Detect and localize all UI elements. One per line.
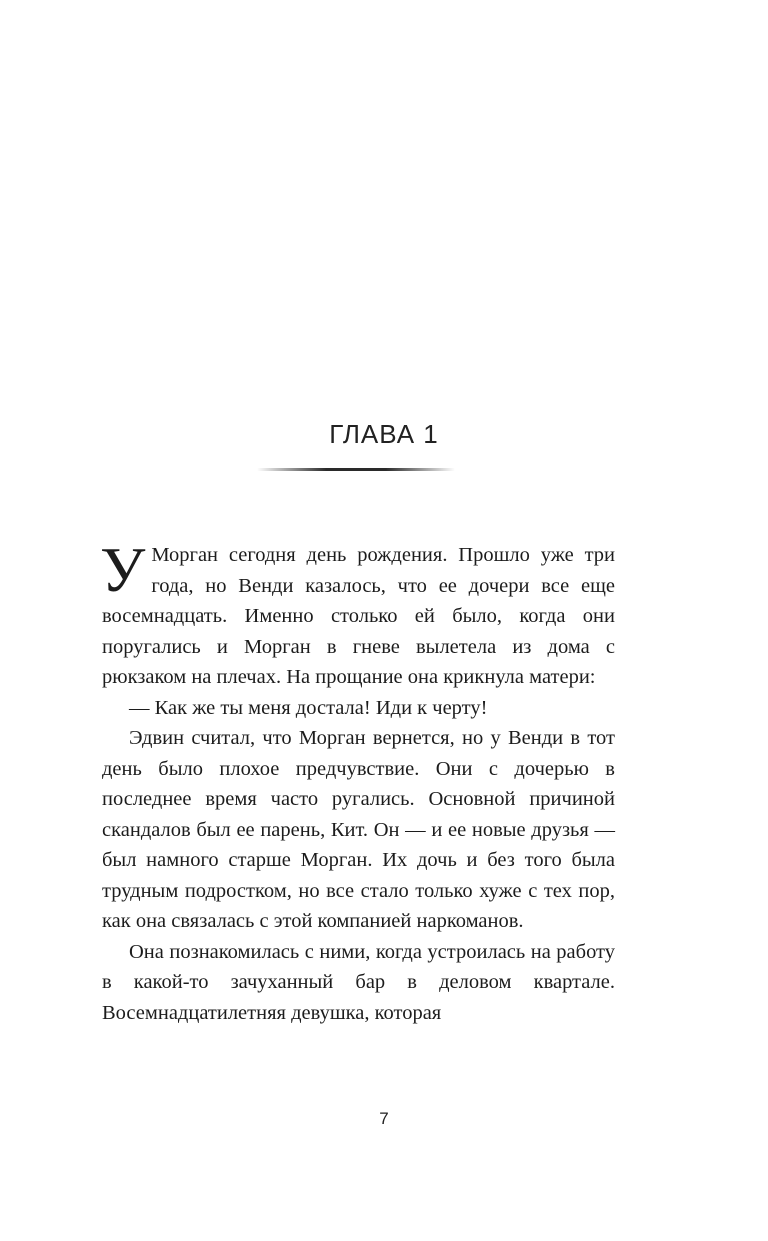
chapter-divider <box>257 468 455 471</box>
chapter-title: ГЛАВА 1 <box>329 419 439 449</box>
paragraph-2: — Как же ты меня достала! Иди к черту! <box>129 696 488 719</box>
page-number: 7 <box>379 1109 389 1128</box>
paragraph-4: Она познакомилась с ними, когда устроилась на работу в какой-то зачуханный бар в деловом квартале. Восемнадцатилетняя девушка, которая <box>102 940 615 1024</box>
paragraph-1-text: Морган сегодня день рождения. Прошло уже три года, но Венди казалось, что ее дочери все еще восемнадцать. Именно столько ей было, когда они поругались и Морган в гневе вылетела из дома с рюкзаком на плечах. На прощание она крикнула матери: <box>102 544 615 688</box>
paragraph-3: Эдвин считал, что Морган вернется, но у Венди в тот день было плохое предчувствие. Они с дочерью в последнее время часто ругались. Основной причиной скандалов был ее парень, Кит. Он — и ее новые друзья — был намного старше Морган. Их дочь и без того была трудным подростком, но все стало только хуже с тех пор, как она связалась с этой компанией наркоманов. <box>102 727 615 932</box>
paragraph-1 <box>100 534 615 693</box>
drop-cap: У <box>100 534 146 605</box>
body-text <box>100 534 615 1028</box>
